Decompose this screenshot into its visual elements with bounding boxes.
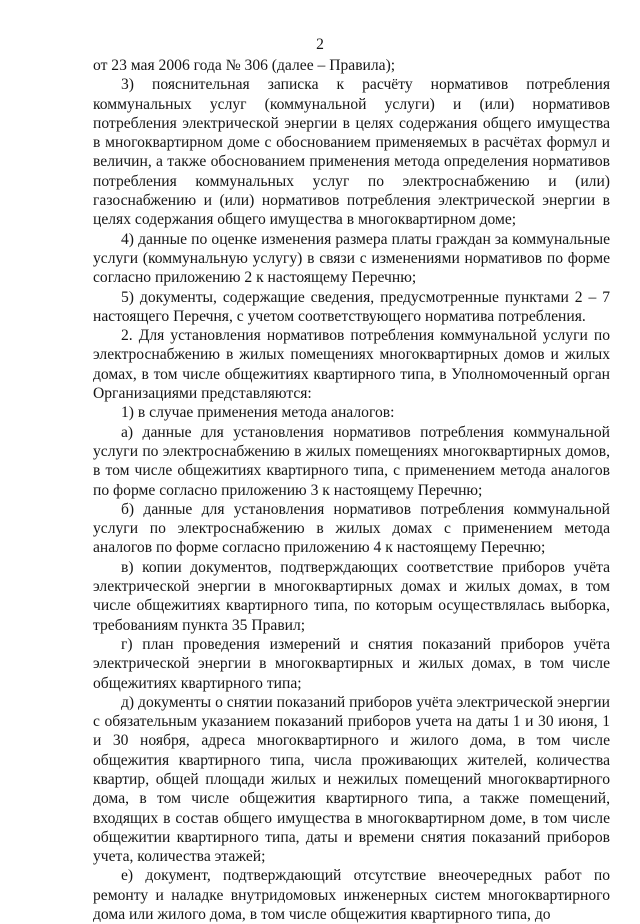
paragraph-item-a: а) данные для установления нормативов потребления коммунальной услуги по электроснабжению в жилых помещениях многоквартирных домов, в том числе общежитиях квартирного типа, с применением метода аналогов по форме согласно приложению 3 к настоящему Перечню; [93, 423, 610, 499]
page-number: 2 [316, 36, 324, 53]
paragraph-item-e: е) документ, подтверждающий отсутствие внеочередных работ по ремонту и наладке внутридомовых инженерных систем многоквартирного дома или жилого дома, в том числе общежития квартирного типа, до [93, 867, 610, 924]
paragraph-item-g: г) план проведения измерений и снятия показаний приборов учёта электрической энергии в многоквартирных и жилых домах, в том числе общежитиях квартирного типа; [93, 635, 610, 692]
paragraph-item-b: б) данные для установления нормативов потребления коммунальной услуги по электроснабжению в жилых домах с применением метода аналогов по форме согласно приложению 4 к настоящему Перечню; [93, 500, 610, 557]
paragraph-item-d: д) документы о снятии показаний приборов учёта электрической энергии с обязательным указанием показаний приборов учета на даты 1 и 30 июня, 1 и 30 ноября, адреса многоквартирного и жилого дома, в том числе общежития квартирного типа, числа проживающих жителей, количества квартир, общей площади жилых и нежилых помещений многоквартирного дома, в том числе общежития квартирного типа, а также помещений, входящих в состав общего имущества в многоквартирном доме, в том числе общежитии квартирного типа, даты и времени снятия показаний приборов учета, количества этажей; [93, 693, 610, 866]
paragraph-item-v: в) копии документов, подтверждающих соответствие приборов учёта электрической энергии в многоквартирных домах и жилых домах, в том числе общежитиях квартирного типа, по которым осуществлялась выборка, требованиям пункта 35 Правил; [93, 558, 610, 634]
paragraph-item-4: 4) данные по оценке изменения размера платы граждан за коммунальные услуги (коммунальную услугу) в связи с изменениями нормативов по форме согласно приложению 2 к настоящему Перечню; [93, 230, 610, 287]
paragraph-item-5: 5) документы, содержащие сведения, предусмотренные пунктами 2 – 7 настоящего Перечня, с учетом соответствующего норматива потребления. [93, 288, 610, 325]
paragraph-continuation: от 23 мая 2006 года № 306 (далее – Правила); [93, 57, 396, 74]
paragraph-item-3: 3) пояснительная записка к расчёту нормативов потребления коммунальных услуг (коммунальной услуги) и (или) нормативов потребления электрической энергии в целях содержания общего имущества в многоквартирном доме с обоснованием применяемых в расчётах формул и величин, а также обоснованием применения метода определения нормативов потребления коммунальных услуг по электроснабжению и (или) газоснабжению и (или) нормативов потребления электрической энергии в целях содержания общего имущества в многоквартирном доме; [93, 76, 610, 229]
paragraph-subsection-1: 1) в случае применения метода аналогов: [121, 404, 395, 422]
document-body [93, 56, 610, 924]
paragraph-section-2: 2. Для установления нормативов потребления коммунальной услуги по электроснабжению в жилых помещениях многоквартирных домов и жилых домах, в том числе общежитиях квартирного типа, в Уполномоченный орган Организациями представляются: [93, 327, 610, 403]
